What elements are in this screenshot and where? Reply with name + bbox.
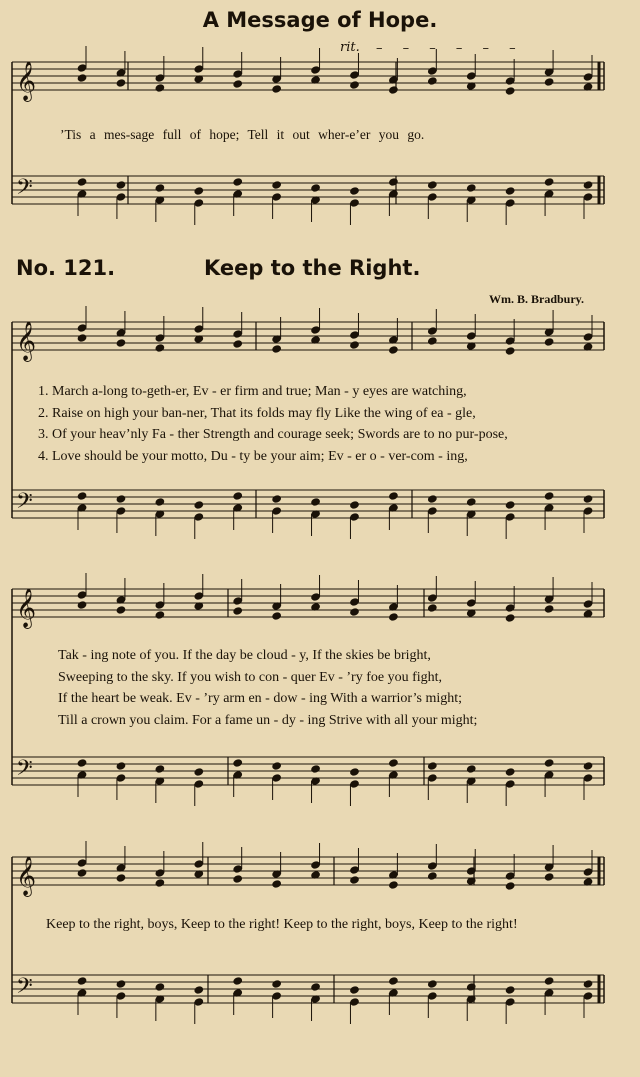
verse-2-line-a: 2. Raise on high your ban-ner, That its folds may fly Like the wing of ea - gle, (38, 405, 476, 421)
note-head (544, 759, 554, 767)
note-head (544, 338, 554, 346)
note-head (311, 66, 321, 74)
note-head (311, 765, 321, 773)
note-head (389, 346, 399, 354)
note-head (272, 181, 282, 189)
note-head (350, 876, 360, 884)
note-head (77, 591, 87, 599)
note-head (77, 64, 87, 72)
note-head (583, 774, 593, 782)
note-head (350, 986, 360, 994)
note-head (155, 869, 165, 877)
note-head (583, 868, 593, 876)
note-head (505, 998, 515, 1006)
note-head (194, 780, 204, 788)
note-head (233, 80, 243, 88)
note-head (155, 498, 165, 506)
note-head (155, 184, 165, 192)
note-head (544, 492, 554, 500)
note-head (233, 875, 243, 883)
note-head (155, 601, 165, 609)
note-head (311, 861, 321, 869)
note-head (350, 780, 360, 788)
note-head (194, 860, 204, 868)
note-head (505, 87, 515, 95)
note-head (389, 86, 399, 94)
note-head (77, 324, 87, 332)
clef-glyph: 𝄢 (16, 489, 33, 519)
note-head (77, 601, 87, 609)
note-head (350, 608, 360, 616)
note-head (544, 605, 554, 613)
note-head (350, 513, 360, 521)
note-head (155, 879, 165, 887)
note-head (544, 977, 554, 985)
clef-glyph: 𝄢 (16, 175, 33, 205)
note-head (350, 71, 360, 79)
note-head (116, 495, 126, 503)
note-head (505, 77, 515, 85)
verse-1-line-a: 1. March a-long to-geth-er, Ev - er firm and true; Man - y eyes are watching, (38, 384, 467, 399)
note-head (194, 325, 204, 333)
note-head (350, 187, 360, 195)
note-head (116, 980, 126, 988)
note-head (116, 181, 126, 189)
note-head (116, 193, 126, 201)
note-head (350, 341, 360, 349)
note-head (194, 513, 204, 521)
note-head (428, 77, 438, 85)
note-head (350, 81, 360, 89)
note-head (505, 187, 515, 195)
note-head (428, 193, 438, 201)
note-head (428, 327, 438, 335)
note-head (233, 597, 243, 605)
note-head (428, 67, 438, 75)
note-head (233, 865, 243, 873)
note-head (233, 178, 243, 186)
note-head (505, 501, 515, 509)
note-head (272, 612, 282, 620)
note-head (233, 340, 243, 348)
refrain-lyric: Keep to the right, boys, Keep to the right! Keep to the right, boys, Keep to the right! (46, 917, 518, 932)
note-head (77, 492, 87, 500)
note-head (350, 598, 360, 606)
note-head (272, 992, 282, 1000)
note-head (583, 507, 593, 515)
note-head (116, 79, 126, 87)
note-head (233, 70, 243, 78)
verse-3-line-b: If the heart be weak. Ev - ’ry arm en - dow - ing With a warrior’s might; (58, 691, 463, 706)
note-head (272, 980, 282, 988)
note-head (505, 986, 515, 994)
note-head (272, 495, 282, 503)
note-head (544, 178, 554, 186)
note-head (350, 866, 360, 874)
note-head (77, 759, 87, 767)
note-head (311, 983, 321, 991)
note-head (505, 604, 515, 612)
note-head (116, 762, 126, 770)
note-head (428, 507, 438, 515)
note-head (233, 977, 243, 985)
note-head (311, 593, 321, 601)
note-head (505, 199, 515, 207)
note-head (311, 498, 321, 506)
note-head (428, 980, 438, 988)
note-head (116, 774, 126, 782)
note-head (583, 992, 593, 1000)
note-head (428, 862, 438, 870)
note-head (77, 334, 87, 342)
note-head (155, 983, 165, 991)
note-head (583, 600, 593, 608)
note-head (505, 513, 515, 521)
note-head (155, 84, 165, 92)
note-head (194, 187, 204, 195)
note-head (116, 992, 126, 1000)
note-head (233, 607, 243, 615)
note-head (272, 507, 282, 515)
note-head (428, 604, 438, 612)
verse-1-line-b: Tak - ing note of you. If the day be cloud - y, If the skies be bright, (58, 648, 431, 663)
tempo-dashes: – – – – – – (376, 41, 524, 56)
top-lyric-line: ’Tis a mes-sage full of hope; Tell it out wher-e’er you go. (60, 127, 425, 142)
note-head (116, 339, 126, 347)
note-head (311, 184, 321, 192)
verse-4-line-b: Till a crown you claim. For a fame un - dy - ing Strive with all your might; (58, 712, 478, 728)
note-head (116, 874, 126, 882)
note-head (272, 345, 282, 353)
note-head (583, 73, 593, 81)
note-head (77, 869, 87, 877)
note-head (116, 606, 126, 614)
note-head (428, 992, 438, 1000)
note-head (544, 78, 554, 86)
note-head (272, 762, 282, 770)
section-title: A Message of Hope. (202, 8, 438, 32)
note-head (233, 492, 243, 500)
note-head (194, 199, 204, 207)
note-head (389, 613, 399, 621)
note-head (233, 759, 243, 767)
note-head (350, 768, 360, 776)
note-head (466, 184, 476, 192)
note-head (505, 614, 515, 622)
note-head (466, 765, 476, 773)
note-head (233, 330, 243, 338)
note-head (350, 199, 360, 207)
note-head (272, 774, 282, 782)
verse-4-line-a: 4. Love should be your motto, Du - ty be your aim; Ev - er o - ver-com - ing, (38, 448, 468, 464)
clef-glyph: 𝄞 (16, 61, 37, 101)
composer-credit: Wm. B. Bradbury. (488, 292, 584, 306)
note-head (583, 495, 593, 503)
note-head (505, 780, 515, 788)
note-head (389, 492, 399, 500)
hymn-number: No. 121. (16, 256, 116, 280)
note-head (505, 768, 515, 776)
note-head (155, 334, 165, 342)
note-head (583, 333, 593, 341)
note-head (194, 986, 204, 994)
note-head (428, 181, 438, 189)
note-head (77, 977, 87, 985)
note-head (583, 980, 593, 988)
note-head (194, 65, 204, 73)
clef-glyph: 𝄞 (16, 321, 37, 361)
clef-glyph: 𝄢 (16, 756, 33, 786)
verse-2-line-b: Sweeping to the sky. If you wish to con - quer Ev - ’ry foe you fight, (58, 669, 443, 685)
note-head (583, 181, 593, 189)
note-head (350, 501, 360, 509)
note-head (389, 977, 399, 985)
note-head (194, 768, 204, 776)
note-head (505, 882, 515, 890)
note-head (77, 74, 87, 82)
note-head (583, 762, 593, 770)
note-head (428, 762, 438, 770)
note-head (466, 599, 476, 607)
note-head (194, 998, 204, 1006)
note-head (155, 74, 165, 82)
verse-3-line-a: 3. Of your heav’nly Fa - ther Strength and courage seek; Swords are to no pur-pose, (38, 427, 508, 442)
note-head (583, 193, 593, 201)
note-head (389, 178, 399, 186)
note-head (505, 872, 515, 880)
note-head (428, 872, 438, 880)
clef-glyph: 𝄞 (16, 588, 37, 628)
clef-glyph: 𝄢 (16, 974, 33, 1004)
note-head (389, 759, 399, 767)
note-head (428, 337, 438, 345)
note-head (116, 507, 126, 515)
note-head (428, 774, 438, 782)
note-head (311, 326, 321, 334)
note-head (155, 611, 165, 619)
note-head (428, 594, 438, 602)
note-head (389, 881, 399, 889)
note-head (194, 592, 204, 600)
note-head (350, 998, 360, 1006)
note-head (272, 85, 282, 93)
clef-glyph: 𝄞 (16, 856, 37, 896)
note-head (428, 495, 438, 503)
note-head (466, 72, 476, 80)
note-head (505, 337, 515, 345)
note-head (505, 347, 515, 355)
note-head (155, 765, 165, 773)
note-head (350, 331, 360, 339)
note-head (272, 880, 282, 888)
note-head (544, 873, 554, 881)
tempo-mark: rit. (340, 40, 360, 55)
note-head (272, 193, 282, 201)
note-head (466, 498, 476, 506)
note-head (155, 344, 165, 352)
hymn-title: Keep to the Right. (204, 256, 421, 280)
note-head (194, 501, 204, 509)
note-head (466, 332, 476, 340)
note-head (77, 178, 87, 186)
note-head (77, 859, 87, 867)
